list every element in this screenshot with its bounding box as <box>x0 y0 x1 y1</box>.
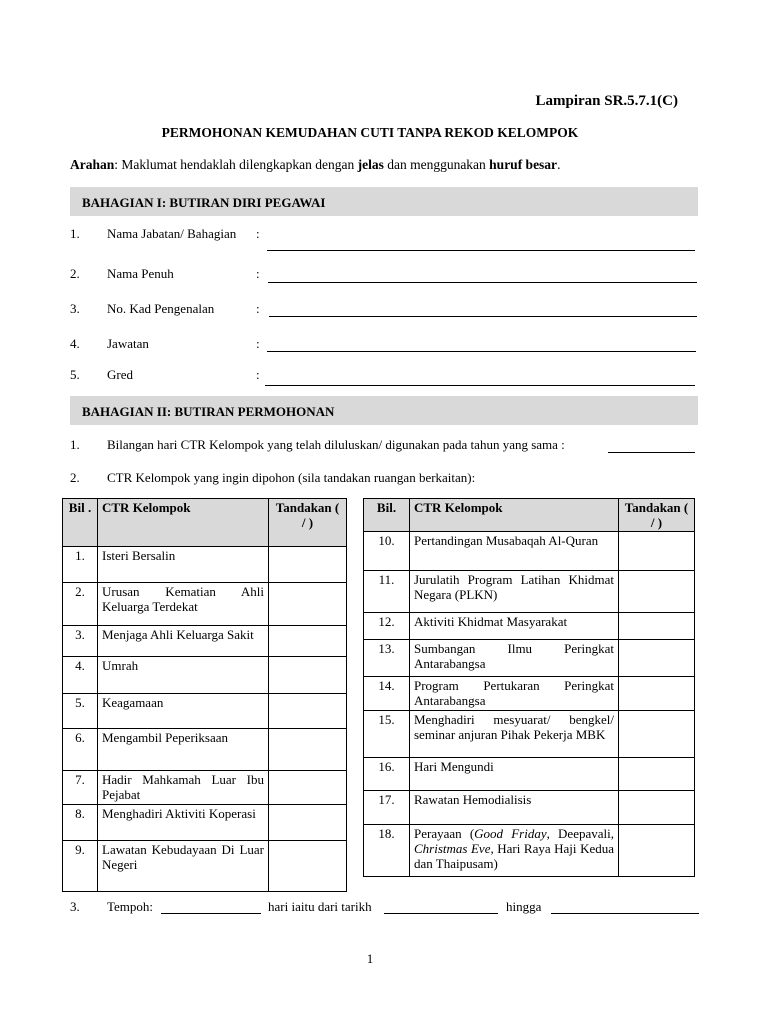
ctr-table-right <box>363 498 695 877</box>
tick-cell-menjaga-keluarga[interactable] <box>269 626 347 657</box>
row-number: 1. <box>63 547 98 583</box>
tick-cell-mahkamah[interactable] <box>269 771 347 805</box>
table-row <box>63 729 347 771</box>
field-colon: : <box>256 226 260 241</box>
tick-cell-sumbangan-ilmu[interactable] <box>619 640 695 677</box>
col-header-ctr: CTR Kelompok <box>98 499 269 547</box>
field-colon: : <box>256 301 260 316</box>
table-row <box>63 805 347 841</box>
lampiran-reference: Lampiran SR.5.7.1(C) <box>535 93 678 109</box>
tick-cell-umrah[interactable] <box>269 657 347 694</box>
field-number: 5. <box>70 367 80 382</box>
start-date-input-line[interactable] <box>384 913 498 914</box>
row-ctr-label: Lawatan Kebudayaan Di Luar Negeri <box>98 841 269 892</box>
table-row <box>63 657 347 694</box>
col-header-tandakan: Tandakan ( / ) <box>269 499 347 547</box>
question-2-text: CTR Kelompok yang ingin dipohon (sila tandakan ruangan berkaitan): <box>107 470 476 485</box>
row-number: 7. <box>63 771 98 805</box>
table-row <box>364 640 695 677</box>
tick-cell-mesyuarat[interactable] <box>619 711 695 758</box>
table-row <box>364 758 695 791</box>
field-number: 3. <box>70 301 80 316</box>
field-colon: : <box>256 336 260 351</box>
field-label-grade: Gred <box>107 367 133 382</box>
row-ctr-label: Hari Mengundi <box>410 758 619 791</box>
table-header-row <box>364 499 695 532</box>
row-number: 6. <box>63 729 98 771</box>
department-input-line[interactable] <box>267 250 695 251</box>
row-ctr-label: Menghadiri Aktiviti Koperasi <box>98 805 269 841</box>
row-number: 10. <box>364 532 410 571</box>
days-approved-input-line[interactable] <box>608 452 695 453</box>
table-row <box>63 583 347 626</box>
tick-cell-peperiksaan[interactable] <box>269 729 347 771</box>
section-1-title: BAHAGIAN I: BUTIRAN DIRI PEGAWAI <box>82 195 326 210</box>
tick-cell-mengundi[interactable] <box>619 758 695 791</box>
row-ctr-label: Sumbangan Ilmu Peringkat Antarabangsa <box>410 640 619 677</box>
row-ctr-label: Keagamaan <box>98 694 269 729</box>
perayaan-good-friday: Good Friday <box>474 826 547 841</box>
row-ctr-label: Menjaga Ahli Keluarga Sakit <box>98 626 269 657</box>
question-1-text: Bilangan hari CTR Kelompok yang telah diluluskan/ digunakan pada tahun yang sama : <box>107 437 565 452</box>
row-number: 12. <box>364 613 410 640</box>
row-number: 16. <box>364 758 410 791</box>
tick-cell-lawatan-kebudayaan[interactable] <box>269 841 347 892</box>
table-header-row <box>63 499 347 547</box>
row-number: 18. <box>364 825 410 877</box>
table-row <box>63 547 347 583</box>
field-number: 4. <box>70 336 80 351</box>
col-header-tandakan: Tandakan ( / ) <box>619 499 695 532</box>
row-ctr-label: Menghadiri mesyuarat/ bengkel/ seminar anjuran Pihak Pekerja MBK <box>410 711 619 758</box>
section-2-header <box>70 396 698 425</box>
row-number: 3. <box>63 626 98 657</box>
ic-number-input-line[interactable] <box>269 316 697 317</box>
row-number: 13. <box>364 640 410 677</box>
perayaan-text-3: , Hari Raya Haji Kedua dan Thaipusam) <box>414 841 614 871</box>
table-row <box>364 677 695 711</box>
instruction-label: Arahan <box>70 157 115 172</box>
instruction-bold-clear: jelas <box>357 157 384 172</box>
col-header-bil: Bil. <box>364 499 410 532</box>
perayaan-text-2: , Deepavali, <box>546 826 614 841</box>
field-label-ic-number: No. Kad Pengenalan <box>107 301 215 316</box>
table-row <box>364 825 695 877</box>
field-colon: : <box>256 266 260 281</box>
field-label-full-name: Nama Penuh <box>107 266 174 281</box>
tick-cell-urusan-kematian[interactable] <box>269 583 347 626</box>
row-ctr-label: Mengambil Peperiksaan <box>98 729 269 771</box>
full-name-input-line[interactable] <box>268 282 697 283</box>
field-number: 2. <box>70 266 80 281</box>
table-row <box>364 571 695 613</box>
perayaan-text-1: Perayaan ( <box>414 826 475 841</box>
hari-dari-tarikh-label: hari iaitu dari tarikh <box>268 899 372 914</box>
row-number: 4. <box>63 657 98 694</box>
tick-cell-musabaqah[interactable] <box>619 532 695 571</box>
tick-cell-keagamaan[interactable] <box>269 694 347 729</box>
hingga-label: hingga <box>506 899 542 914</box>
section-1-header <box>70 187 698 216</box>
tempoh-label: Tempoh: <box>107 899 154 914</box>
perayaan-christmas-eve: Christmas Eve <box>414 841 491 856</box>
row-ctr-label <box>410 825 619 877</box>
tick-cell-pertukaran[interactable] <box>619 677 695 711</box>
instruction-part-2: dan menggunakan <box>383 157 490 172</box>
table-row <box>63 694 347 729</box>
row-ctr-label: Umrah <box>98 657 269 694</box>
tick-cell-perayaan[interactable] <box>619 825 695 877</box>
row-number: 15. <box>364 711 410 758</box>
tempoh-days-input-line[interactable] <box>161 913 261 914</box>
page-number: 1 <box>366 951 374 966</box>
row-ctr-label: Rawatan Hemodialisis <box>410 791 619 825</box>
tick-cell-plkn[interactable] <box>619 571 695 613</box>
row-ctr-label: Urusan Kematian Ahli Keluarga Terdekat <box>98 583 269 626</box>
row-ctr-label: Isteri Bersalin <box>98 547 269 583</box>
end-date-input-line[interactable] <box>551 913 699 914</box>
position-input-line[interactable] <box>267 351 696 352</box>
field-label-position: Jawatan <box>107 336 149 351</box>
row-number: 9. <box>63 841 98 892</box>
instruction-part-3: . <box>557 157 561 172</box>
form-title: PERMOHONAN KEMUDAHAN CUTI TANPA REKOD KELOMPOK <box>161 125 579 140</box>
row-number: 8. <box>63 805 98 841</box>
row-ctr-label: Program Pertukaran Peringkat Antarabangsa <box>410 677 619 711</box>
field-number: 1. <box>70 226 80 241</box>
row-ctr-label: Aktiviti Khidmat Masyarakat <box>410 613 619 640</box>
ctr-table-left <box>62 498 347 892</box>
tick-cell-isteri-bersalin[interactable] <box>269 547 347 583</box>
row-ctr-label: Hadir Mahkamah Luar Ibu Pejabat <box>98 771 269 805</box>
question-number: 3. <box>70 899 80 914</box>
table-row <box>364 613 695 640</box>
row-ctr-label: Pertandingan Musabaqah Al-Quran <box>410 532 619 571</box>
table-row <box>364 532 695 571</box>
tick-cell-hemodialisis[interactable] <box>619 791 695 825</box>
instruction-text <box>70 157 560 173</box>
grade-input-line[interactable] <box>265 385 695 386</box>
col-header-bil: Bil . <box>63 499 98 547</box>
row-number: 17. <box>364 791 410 825</box>
question-number: 1. <box>70 437 80 452</box>
row-number: 5. <box>63 694 98 729</box>
section-2-title: BAHAGIAN II: BUTIRAN PERMOHONAN <box>82 404 335 419</box>
row-ctr-label: Jurulatih Program Latihan Khidmat Negara (PLKN) <box>410 571 619 613</box>
table-row <box>63 841 347 892</box>
table-row <box>364 791 695 825</box>
instruction-bold-capital: huruf besar <box>489 157 558 172</box>
row-number: 11. <box>364 571 410 613</box>
table-row <box>63 771 347 805</box>
row-number: 14. <box>364 677 410 711</box>
question-number: 2. <box>70 470 80 485</box>
instruction-part-1: : Maklumat hendaklah dilengkapkan dengan <box>114 157 358 172</box>
tick-cell-khidmat-masyarakat[interactable] <box>619 613 695 640</box>
table-row <box>364 711 695 758</box>
field-colon: : <box>256 367 260 382</box>
row-number: 2. <box>63 583 98 626</box>
tick-cell-koperasi[interactable] <box>269 805 347 841</box>
field-label-department: Nama Jabatan/ Bahagian <box>107 226 237 241</box>
table-row <box>63 626 347 657</box>
col-header-ctr: CTR Kelompok <box>410 499 619 532</box>
